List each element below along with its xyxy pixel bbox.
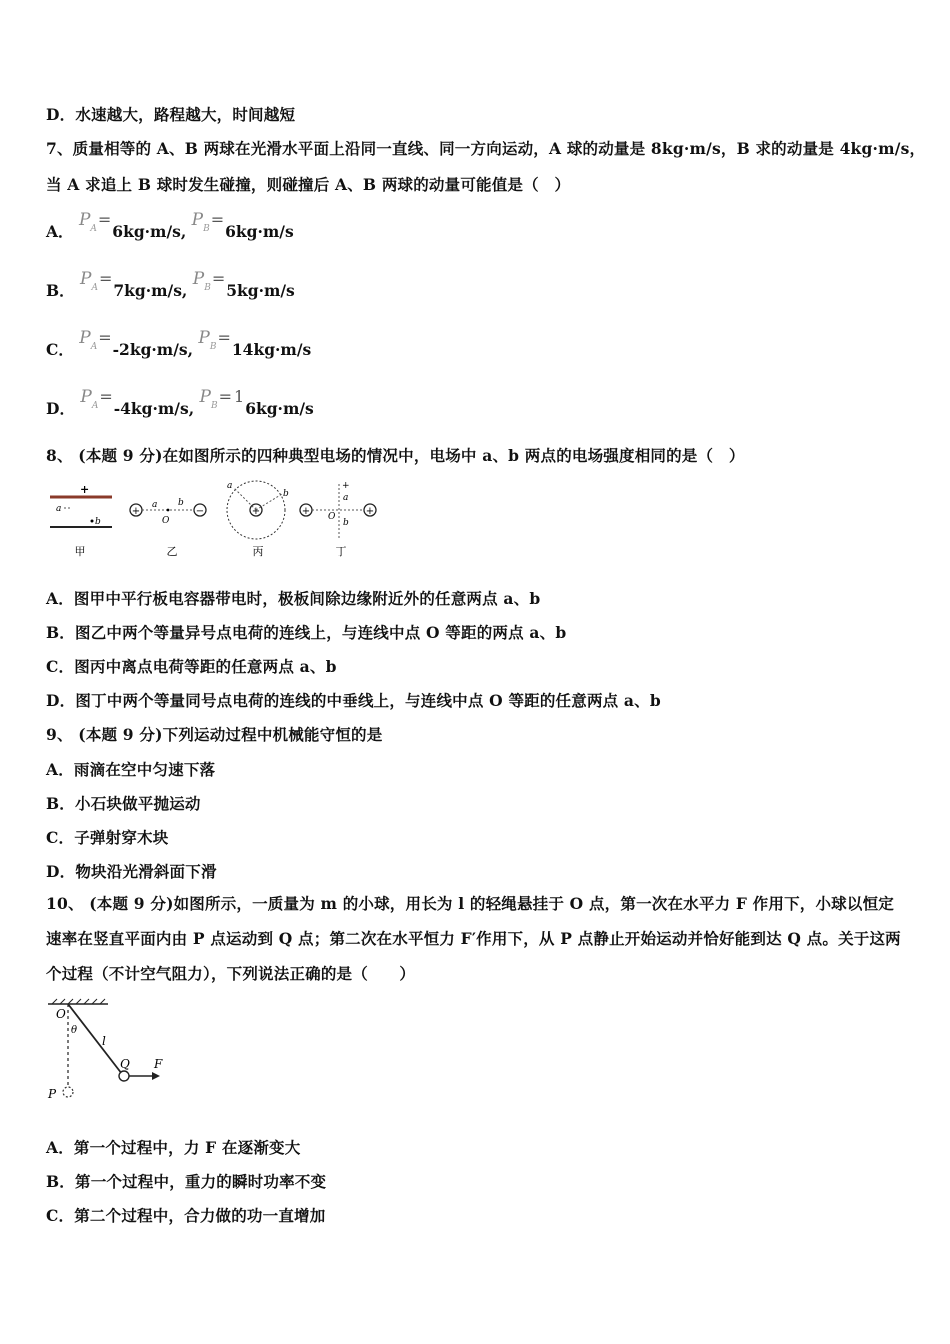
q8-option-c: C．图丙中离点电荷等距的任意两点 a、b — [46, 657, 337, 676]
svg-text:a: a — [227, 481, 233, 491]
q8-option-d: D．图丁中两个等量同号点电荷的连线的中垂线上，与连线中点 O 等距的任意两点 a、b — [46, 691, 661, 710]
figure-bing — [227, 481, 289, 558]
pa-symbol: $P^A=$ — [80, 269, 113, 293]
svg-text:+: + — [131, 506, 141, 517]
svg-text:b: b — [283, 489, 289, 499]
q7-stem-line1: 7、质量相等的 A、B 两球在光滑水平面上沿同一直线、同一方向运动，A 球的动量是 8kg·m/s，B 求的动量是 4kg·m/s， — [46, 139, 926, 158]
q9-option-d: D．物块沿光滑斜面下滑 — [46, 862, 217, 881]
q8-option-a: A．图甲中平行板电容器带电时，极板间除边缘附近外的任意两点 a、b — [46, 589, 541, 608]
q7-stem-line2: 当 A 求追上 B 球时发生碰撞，则碰撞后 A、B 两球的动量可能值是（ ） — [46, 175, 571, 194]
pb-symbol: $P^B=$ — [198, 328, 231, 352]
svg-text:a: a — [343, 493, 349, 503]
q9-option-b: B．小石块做平抛运动 — [46, 794, 201, 813]
q8-stem: 8、 (本题 9 分)在如图所示的四种典型电场的情况中，电场中 a、b 两点的电场强度相同的是（ ） — [46, 446, 745, 465]
svg-text:+: + — [365, 506, 375, 517]
q10-pendulum-figure — [44, 998, 168, 1104]
q8-option-b: B．图乙中两个等量异号点电荷的连线上，与连线中点 O 等距的两点 a、b — [46, 623, 567, 642]
q9-option-c: C．子弹射穿木块 — [46, 828, 169, 847]
svg-text:l: l — [102, 1034, 106, 1048]
svg-text:甲: 甲 — [74, 545, 86, 558]
svg-text:O: O — [328, 512, 336, 522]
q7-option-c: C． $P^A=-2kg\cdot m/s$, $P^B=14kg\cdot m/s$ — [46, 328, 312, 359]
svg-text:b: b — [95, 517, 101, 527]
q10-option-b: B．第一个过程中，重力的瞬时功率不变 — [46, 1172, 327, 1191]
svg-text:+: + — [251, 506, 261, 517]
svg-text:O: O — [162, 516, 170, 526]
svg-text:a: a — [152, 500, 158, 510]
pb-symbol: $P^B=$ — [191, 210, 225, 234]
q7-option-d: D． $P^A=-4kg\cdot m/s$, $P^B= 16kg\cdot m/s$ — [46, 387, 314, 418]
figure-jia — [50, 483, 112, 558]
q10-stem: 10、 (本题 9 分)如图所示，一质量为 m 的小球，用长为 l 的轻绳悬挂于 O 点，第一次在水平力 F 作用下，小球以恒定速率在竖直平面内由 P 点运动到 Q 点；第二次在水平恒力 F′作用下，从 P 点静止开始运动并恰好能到达 Q 点。关于这两个过程（不计空气阻力），下列说法正确的是（ ） — [46, 894, 901, 983]
q9-option-a: A．雨滴在空中匀速下落 — [46, 760, 216, 779]
svg-text:乙: 乙 — [166, 545, 178, 558]
svg-text:−: − — [195, 506, 205, 517]
svg-text:+: + — [342, 481, 350, 491]
pa-symbol: $P^A=$ — [80, 387, 113, 411]
svg-text:Q: Q — [120, 1057, 130, 1071]
q8-field-figures — [44, 480, 394, 562]
svg-text:a: a — [56, 504, 62, 514]
q10-option-c: C．第二个过程中，合力做的功一直增加 — [46, 1206, 326, 1225]
svg-text:+: + — [301, 506, 311, 517]
q10-option-a: A．第一个过程中，力 F 在逐渐变大 — [46, 1138, 301, 1157]
pb-symbol: $P^B=$ — [192, 269, 226, 293]
svg-text:F: F — [154, 1057, 163, 1071]
svg-text:b: b — [343, 518, 349, 528]
svg-text:丙: 丙 — [252, 545, 264, 558]
svg-text:θ: θ — [71, 1025, 78, 1036]
figure-ding — [300, 481, 376, 558]
pb-symbol: $P^B= 1$ — [199, 387, 245, 411]
svg-text:O: O — [56, 1007, 66, 1021]
svg-text:丁: 丁 — [335, 545, 347, 558]
svg-text:+: + — [80, 483, 90, 496]
figure-yi — [130, 498, 206, 558]
q9-stem: 9、 (本题 9 分)下列运动过程中机械能守恒的是 — [46, 725, 383, 744]
q6-option-d: D．水速越大，路程越大，时间越短 — [46, 105, 296, 124]
pa-symbol: $P^A=$ — [79, 328, 112, 352]
pa-symbol: $P^A=$ — [78, 210, 112, 234]
svg-text:P: P — [48, 1087, 57, 1101]
q7-option-a: A． $P^A=6kg\cdot m/s$, $P^B=6kg\cdot m/s$ — [46, 210, 294, 241]
svg-text:b: b — [178, 498, 184, 508]
q7-option-b: B． $P^A=7kg\cdot m/s$, $P^B=5kg\cdot m/s$ — [46, 269, 295, 300]
